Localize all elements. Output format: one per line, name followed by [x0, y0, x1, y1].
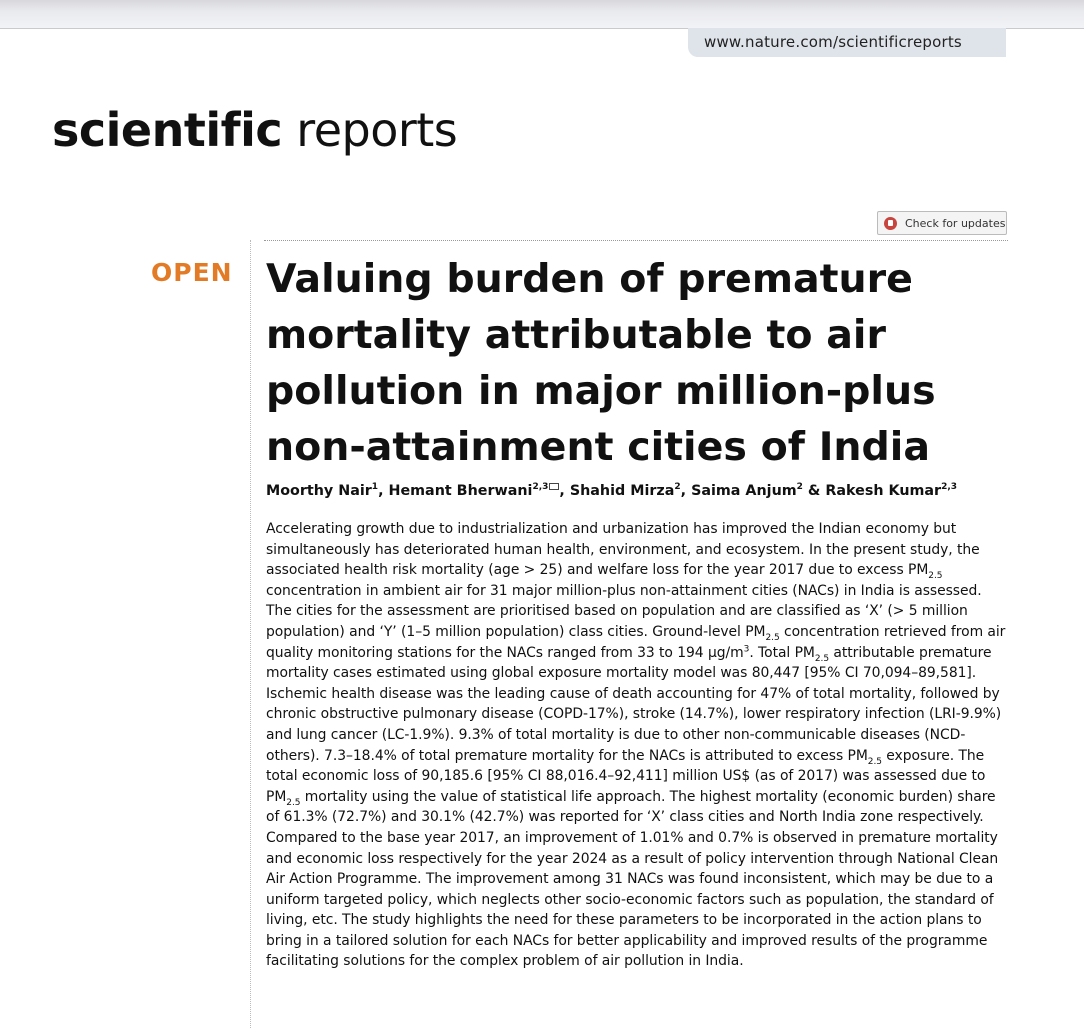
journal-url-tab[interactable]: www.nature.com/scientificreports: [688, 28, 1006, 57]
author-affiliation: 2: [796, 482, 803, 492]
margin-divider: [250, 240, 251, 1028]
browser-top-bar: [0, 0, 1084, 29]
author-name[interactable]: Hemant Bherwani: [388, 482, 533, 499]
journal-logo-bold: scientific: [52, 103, 283, 157]
article-title: Valuing burden of premature mortality attributable to air pollution in major million-plus non-attainment cities of India: [266, 256, 936, 470]
author-affiliation: 1: [371, 482, 379, 492]
author-list: Moorthy Nair$^1$, Hemant Bherwani$^{2,3}$ , Shahid Mirza$^2$, Saima Anjum$^2$ & Rakesh Kumar$^{2,3}$: [266, 482, 958, 499]
author-affiliation: 2: [674, 482, 681, 492]
author-name[interactable]: Shahid Mirza: [569, 482, 675, 499]
open-access-label: OPEN: [151, 258, 233, 287]
author-name[interactable]: Moorthy Nair: [266, 482, 372, 499]
author-name[interactable]: Rakesh Kumar: [825, 482, 942, 499]
check-for-updates-button[interactable]: [877, 211, 1007, 235]
journal-logo-light: reports: [296, 103, 458, 157]
abstract-text: Accelerating growth due to industrialization and urbanization has improved the Indian economy but simultaneously has deteriorated human health, environment, and ecosystem. In the present study, the associated health risk mortality (age > 25) and welfare loss for the year 2017 due to excess $PM_{2.5}$ concentration in ambient air for 31 major million-plus non-attainment cities (NACs) in India is assessed. The cities for the assessment are prioritised based on population and are classified as ‘X’ (> 5 million population) and ‘Y’ (1–5 million population) class cities. Ground-level $PM_{2.5}$ concentration retrieved from air quality monitoring stations for the NACs ranged from 33 to 194 $\mu g/m^3$. Total $PM_{2.5}$ attributable premature mortality cases estimated using global exposure mortality model was 80,447 [95% CI 70,094–89,581]. Ischemic health disease was the leading cause of death accounting for 47% of total mortality, followed by chronic obstructive pulmonary disease (COPD-17%), stroke (14.7%), lower respiratory infection (LRI-9.9%) and lung cancer (LC-1.9%). 9.3% of total mortality is due to other non-communicable diseases (NCD-others). 7.3–18.4% of total premature mortality for the NACs is attributed to excess $PM_{2.5}$ exposure. The total economic loss of 90,185.6 [95% CI 88,016.4–92,411] million US$ (as of 2017) was assessed due to $PM_{2.5}$ mortality using the value of statistical life approach. The highest mortality (economic burden) share of 61.3% (72.7%) and 30.1% (42.7%) was reported for ‘X’ class cities and North India zone respectively. Compared to the base year 2017, an improvement of 1.01% and 0.7% is observed in premature mortality and economic loss respectively for the year 2024 as a result of policy intervention through National Clean Air Action Programme. The improvement among 31 NACs was found inconsistent, which may be due to a uniform targeted policy, which neglects other socio-economic factors such as population, the standard of living, etc. The study highlights the need for these parameters to be incorporated in the action plans to bring in a tailored solution for each NACs for better applicability and improved results of the programme facilitating solutions for the complex problem of air pollution in India.: [266, 521, 1006, 970]
bookmark-icon: [884, 217, 897, 230]
header-divider: [264, 240, 1008, 241]
author-name[interactable]: Saima Anjum: [691, 482, 797, 499]
check-for-updates-label: Check for updates: [905, 216, 1006, 230]
email-icon[interactable]: [549, 483, 559, 490]
author-affiliation: 2,3: [532, 482, 549, 492]
journal-logo[interactable]: [52, 103, 457, 157]
author-affiliation: 2,3: [941, 482, 958, 492]
